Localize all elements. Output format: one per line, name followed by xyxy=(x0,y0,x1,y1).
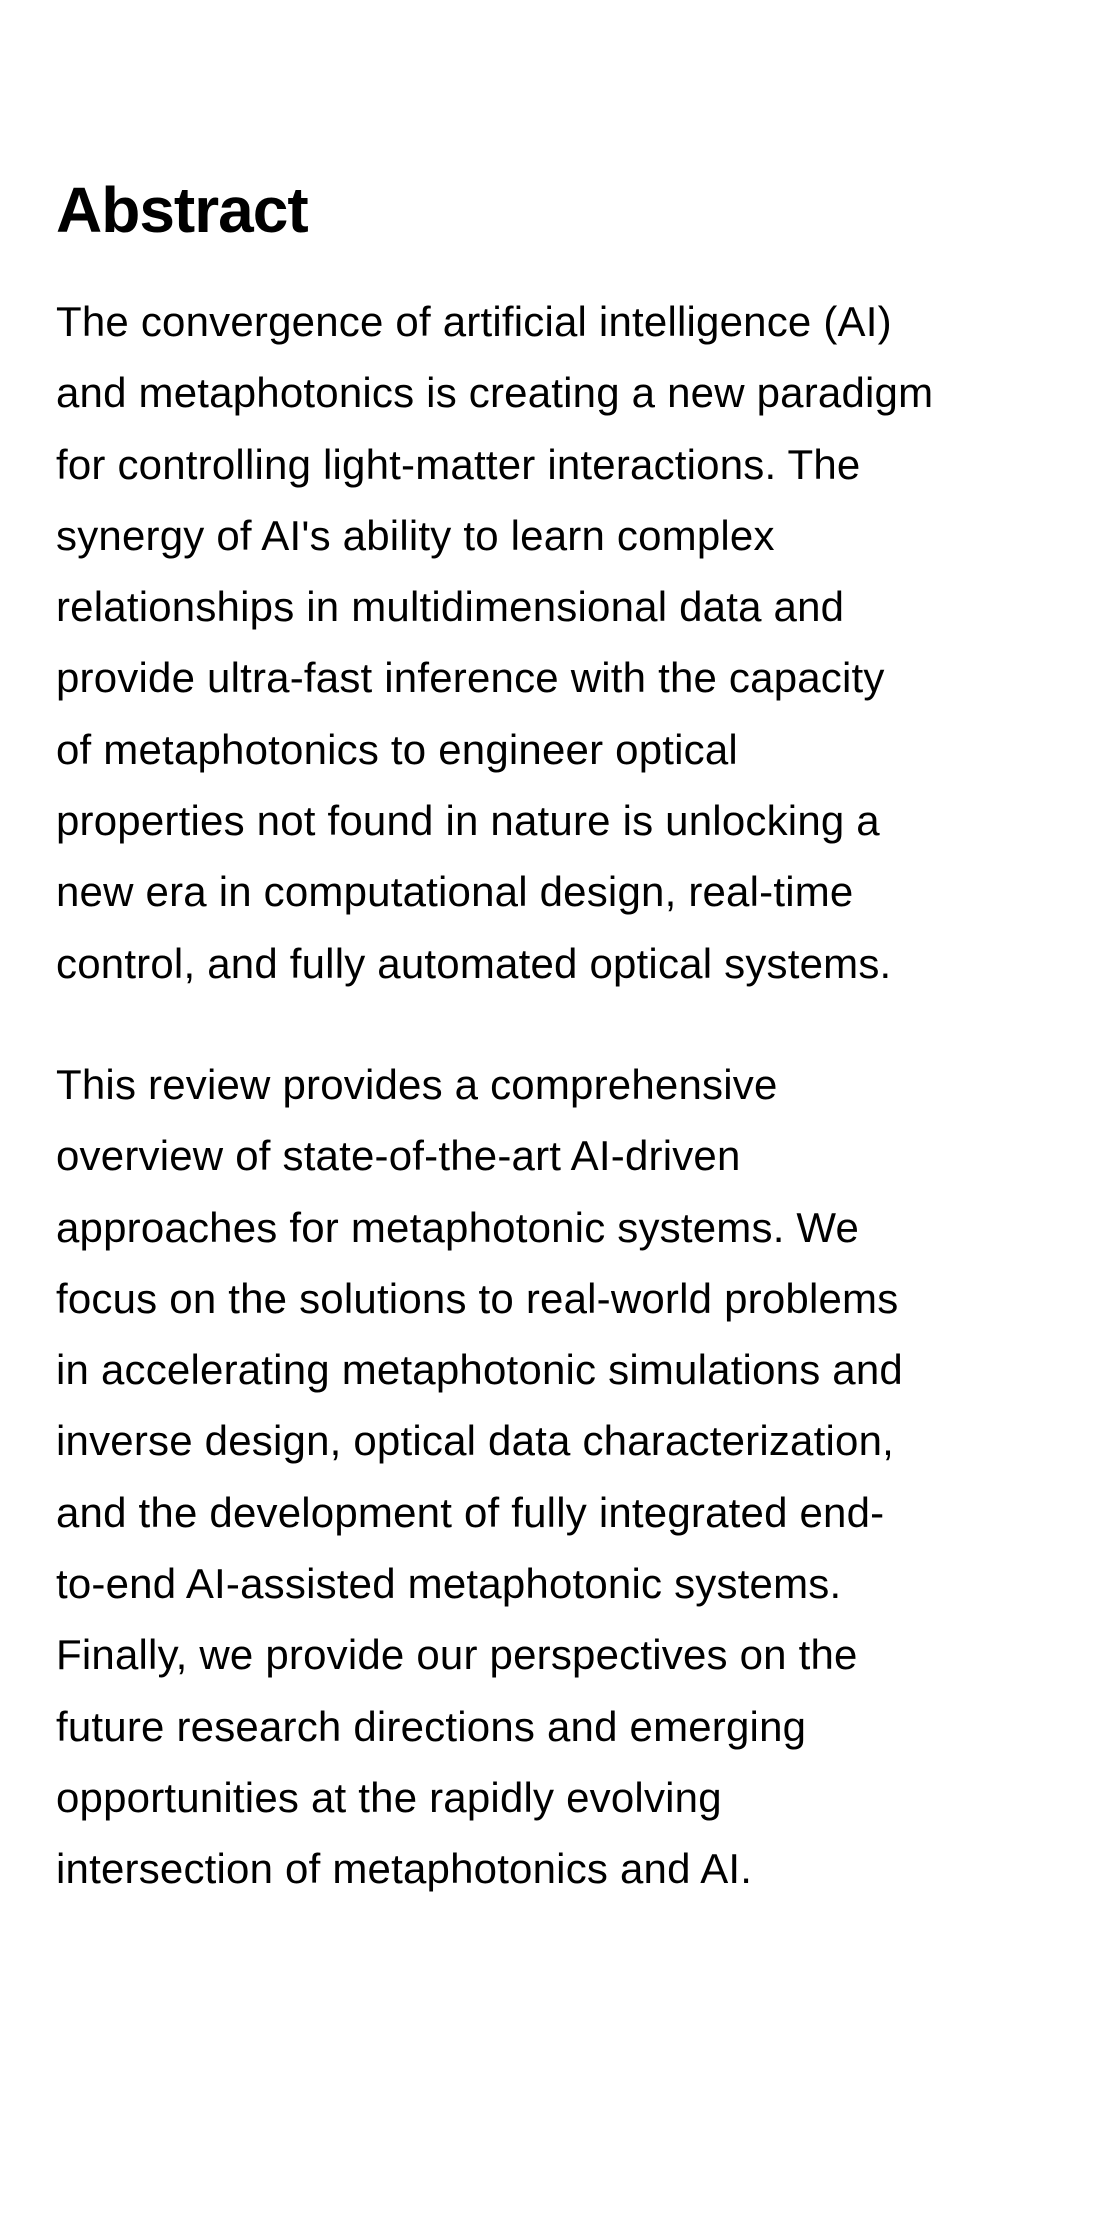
text-line: new era in computational design, real-time xyxy=(56,868,854,916)
text-line: for controlling light-matter interactions. The xyxy=(56,440,861,488)
text-line: The convergence of artificial intelligence (AI) xyxy=(56,298,892,345)
text-line: intersection of metaphotonics and AI. xyxy=(56,1845,753,1893)
text-line: future research directions and emerging xyxy=(56,1702,807,1750)
text-line: to-end AI-assisted metaphotonic systems. xyxy=(56,1560,842,1608)
text-line: and metaphotonics is creating a new paradigm xyxy=(56,369,934,417)
abstract-paragraph-1 xyxy=(56,286,933,999)
text-line: approaches for metaphotonic systems. We xyxy=(56,1203,860,1251)
abstract-heading: Abstract xyxy=(56,174,308,246)
text-line: Finally, we provide our perspectives on the xyxy=(56,1631,858,1679)
text-line: in accelerating metaphotonic simulations and xyxy=(56,1346,903,1394)
text-line: of metaphotonics to engineer optical xyxy=(56,725,738,773)
text-line: synergy of AI's ability to learn complex xyxy=(56,511,775,559)
text-line: focus on the solutions to real-world problems xyxy=(56,1274,899,1322)
text-line: opportunities at the rapidly evolving xyxy=(56,1773,722,1821)
text-line: provide ultra-fast inference with the capacity xyxy=(56,654,885,702)
text-line: and the development of fully integrated end- xyxy=(56,1488,885,1536)
text-line: control, and fully automated optical systems. xyxy=(56,939,892,987)
abstract-paragraph-2 xyxy=(56,1049,903,1905)
text-line: overview of state-of-the-art AI-driven xyxy=(56,1132,741,1180)
text-line: inverse design, optical data characterization, xyxy=(56,1417,895,1465)
text-line: relationships in multidimensional data and xyxy=(56,583,845,631)
text-line: properties not found in nature is unlocking a xyxy=(56,797,880,845)
text-line: This review provides a comprehensive xyxy=(56,1061,778,1108)
